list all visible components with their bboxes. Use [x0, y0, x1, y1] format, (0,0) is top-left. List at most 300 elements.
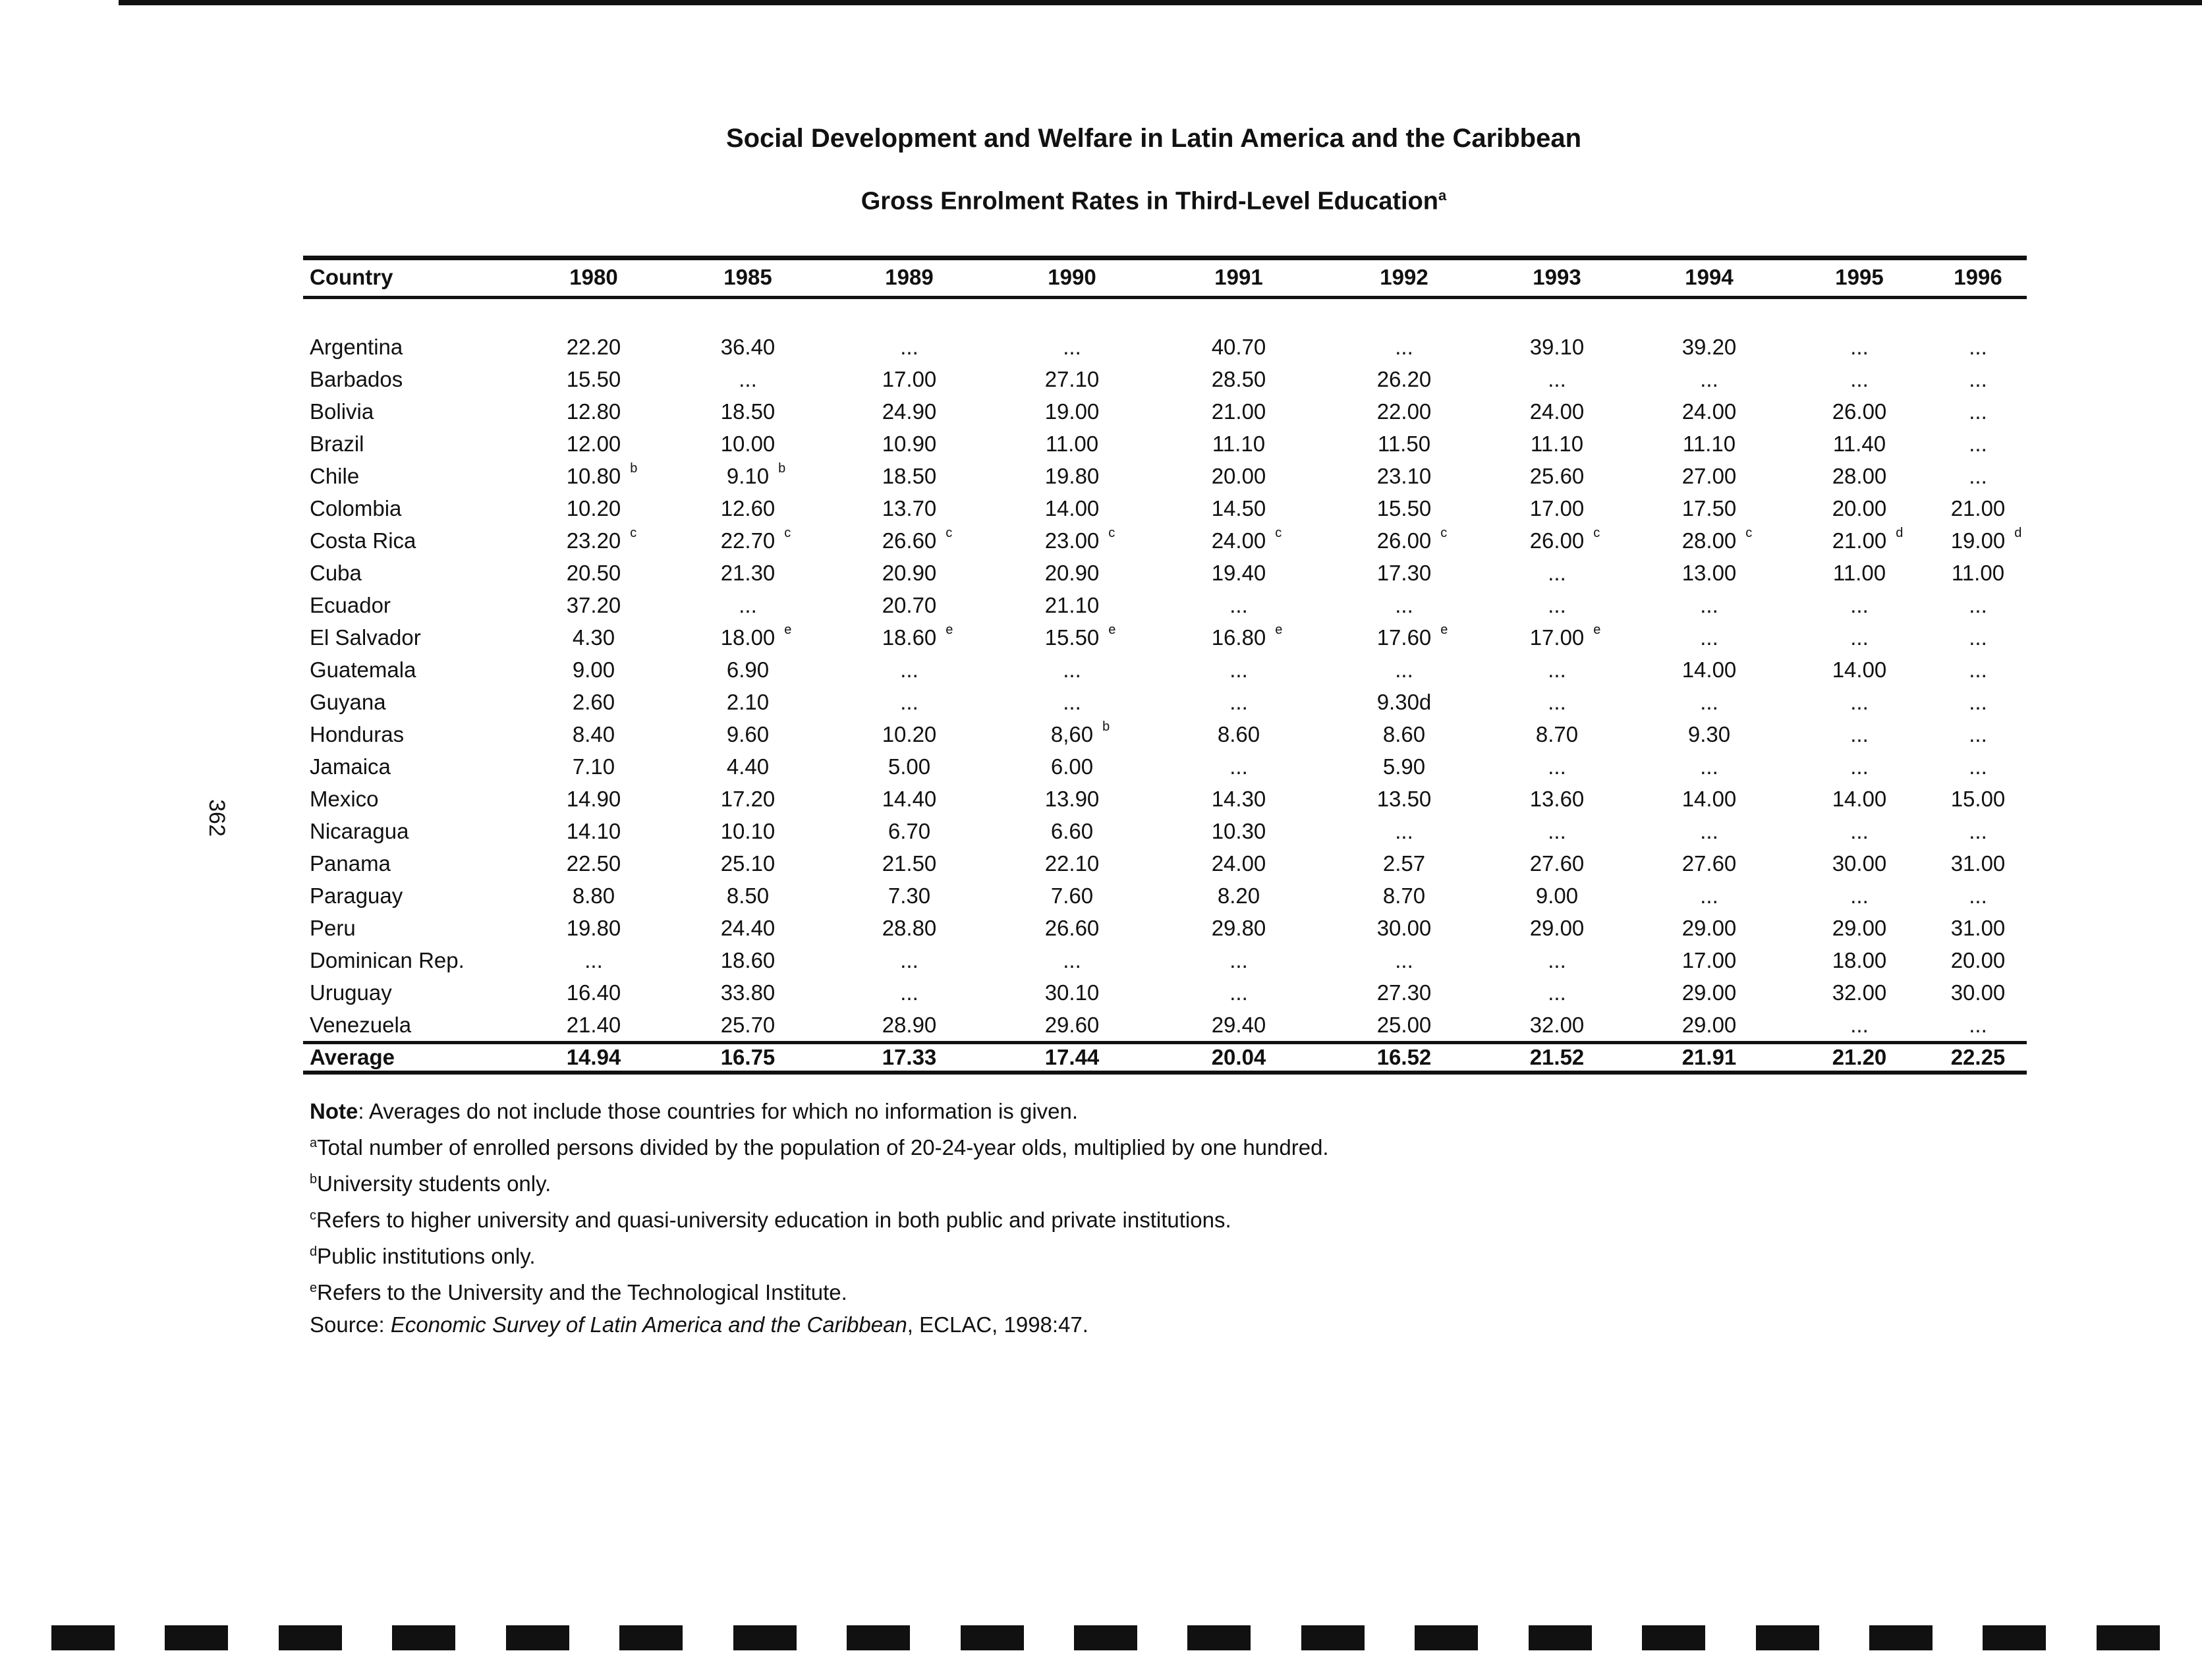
rate-cell [1629, 686, 1790, 718]
rate-value: 14.00 [1832, 657, 1887, 682]
rate-value-wrap [1969, 883, 1987, 909]
rate-value: 37.20 [566, 592, 621, 617]
footnote-line-mark: c [310, 1208, 316, 1223]
footnote-line [310, 1236, 1329, 1272]
scan-edge-block [847, 1625, 910, 1650]
rate-value-wrap [720, 525, 791, 553]
country-name: Ecuador [310, 592, 391, 617]
rate-value-wrap [567, 593, 621, 618]
scan-edge-block [279, 1625, 342, 1650]
rate-value-wrap [739, 593, 757, 618]
rate-value-wrap [567, 980, 621, 1005]
rate-value: 21.30 [720, 560, 776, 585]
rate-value-wrap [1530, 851, 1585, 876]
rate-value: ... [1969, 721, 1987, 746]
rate-value: 7.60 [1050, 883, 1094, 908]
rate-value-wrap [1229, 754, 1248, 779]
rate-value: ... [1850, 883, 1869, 908]
country-name: Uruguay [310, 980, 392, 1005]
rate-value: ... [1850, 721, 1869, 746]
rate-value: 30.00 [1832, 851, 1887, 876]
rate-value-wrap [1682, 851, 1737, 876]
rate-cell [1790, 395, 1929, 428]
rate-value-wrap [1211, 525, 1282, 553]
rate-cell [667, 492, 829, 524]
rate-value: ... [1063, 689, 1081, 714]
rate-value-wrap [1700, 754, 1718, 779]
rate-value-wrap [1383, 883, 1425, 909]
rate-value: 15.50 [1044, 625, 1100, 650]
rate-cell [1790, 750, 1929, 783]
country-name: Jamaica [310, 754, 391, 779]
table-row [303, 1009, 2027, 1043]
rate-value-wrap [882, 432, 937, 457]
rate-value-wrap [1850, 593, 1869, 618]
rate-cell [1323, 589, 1485, 621]
rate-value-wrap [1548, 754, 1566, 779]
rate-cell [1323, 492, 1485, 524]
rate-value-wrap [567, 561, 621, 586]
rate-value-wrap [567, 851, 621, 876]
rate-cell [1929, 428, 2027, 460]
country-name: Mexico [310, 786, 379, 811]
rate-cell [1929, 944, 2027, 976]
rate-value: 29.80 [1211, 915, 1266, 940]
rate-value-wrap [1045, 980, 1100, 1005]
rate-value-wrap [721, 948, 776, 973]
rate-value-wrap [1969, 625, 1987, 650]
rate-cell [829, 395, 990, 428]
rate-cell [1629, 1009, 1790, 1043]
rate-value-wrap [1377, 561, 1432, 586]
rate-value: 12.00 [566, 431, 621, 456]
rate-cell [1629, 783, 1790, 815]
average-value: 21.91 [1629, 1043, 1790, 1073]
rate-value-wrap [1850, 754, 1869, 779]
rate-value: 10.20 [566, 495, 621, 520]
rate-value: 2.10 [726, 689, 770, 714]
rate-cell [1485, 589, 1629, 621]
rate-value-wrap [721, 1013, 776, 1038]
rate-value: 10.20 [882, 721, 937, 746]
rate-cell [1323, 686, 1485, 718]
table-row [303, 363, 2027, 395]
scan-edge-block [165, 1625, 228, 1650]
rate-value: ... [1850, 366, 1869, 391]
rate-value-wrap [1951, 787, 2006, 812]
rate-cell [1323, 460, 1485, 492]
rate-value: ... [1700, 818, 1718, 843]
rate-value-wrap [888, 754, 930, 779]
table-row [303, 524, 2027, 557]
rate-value: 8.60 [1382, 721, 1426, 746]
rate-cell [1929, 363, 2027, 395]
rate-value: 9.00 [572, 657, 615, 682]
rate-cell [667, 524, 829, 557]
rate-value: 19.40 [1211, 560, 1266, 585]
average-value: 17.33 [829, 1043, 990, 1073]
rate-cell [1790, 524, 1929, 557]
rate-value-wrap [1969, 819, 1987, 844]
rate-cell [1929, 847, 2027, 880]
rate-cell [1154, 589, 1323, 621]
rate-value-wrap [1833, 561, 1886, 586]
rate-value: 11.10 [1682, 431, 1736, 456]
rate-cell [1485, 621, 1629, 654]
footnote-line-text: Refers to higher university and quasi-university education in both public and private institutions. [316, 1208, 1231, 1232]
rate-value: 11.10 [1530, 431, 1584, 456]
rate-cell [1485, 654, 1629, 686]
country-name: Argentina [310, 334, 403, 359]
rate-value: ... [1969, 431, 1987, 456]
rate-value: 30.10 [1044, 980, 1100, 1005]
rate-cell [990, 524, 1154, 557]
rate-value: ... [1969, 592, 1987, 617]
rate-value: 17.20 [720, 786, 776, 811]
rate-value: 18.60 [882, 625, 937, 650]
rate-value-wrap [1377, 464, 1432, 489]
rate-cell [1323, 654, 1485, 686]
rate-value-wrap [1383, 722, 1425, 747]
rate-value: 18.60 [720, 947, 776, 972]
rate-value-wrap [1700, 819, 1718, 844]
rate-value: ... [1969, 754, 1987, 779]
rate-value: 40.70 [1211, 334, 1266, 359]
rate-value: ... [1063, 334, 1081, 359]
rate-value-wrap [1548, 658, 1566, 683]
rate-value: ... [1969, 883, 1987, 908]
rate-cell [829, 976, 990, 1009]
source-rest: , ECLAC, 1998:47. [907, 1312, 1088, 1337]
rate-cell [990, 815, 1154, 847]
rate-value: 14.00 [1832, 786, 1887, 811]
rate-cell [829, 944, 990, 976]
rate-value: 9.00 [1535, 883, 1579, 908]
country-name: El Salvador [310, 625, 421, 650]
rate-value: ... [1229, 980, 1248, 1005]
rate-cell [1790, 718, 1929, 750]
rate-value: ... [1850, 592, 1869, 617]
rate-value-wrap [1529, 622, 1601, 650]
rate-value: ... [1850, 1012, 1869, 1037]
rate-value-wrap [727, 883, 769, 909]
rate-value-wrap [567, 787, 621, 812]
rate-cell [1154, 331, 1323, 363]
rate-cell [1929, 976, 2027, 1009]
rate-value-wrap [567, 819, 621, 844]
rate-value: 28.00 [1681, 528, 1737, 553]
rate-value-wrap [1548, 948, 1566, 973]
rate-value-wrap [900, 948, 918, 973]
rate-cell [829, 750, 990, 783]
rate-value-wrap [1530, 916, 1585, 941]
rate-value-wrap [567, 399, 621, 424]
scan-edge-block [392, 1625, 455, 1650]
rate-value: 14.10 [566, 818, 621, 843]
scan-edge-block [733, 1625, 797, 1650]
rate-value-wrap [1051, 883, 1093, 909]
rate-value: 16.80 [1211, 625, 1266, 650]
rate-cell [1323, 783, 1485, 815]
rate-cell [1154, 944, 1323, 976]
scan-edge-block [619, 1625, 683, 1650]
rate-value: ... [1850, 334, 1869, 359]
rate-value-wrap [1212, 399, 1266, 424]
country-name: Guyana [310, 689, 386, 714]
rate-value: ... [1548, 592, 1566, 617]
rate-value-wrap [1212, 851, 1266, 876]
rate-value-wrap [1832, 787, 1887, 812]
rate-cell [990, 880, 1154, 912]
rate-value: ... [1395, 818, 1413, 843]
rate-cell [1790, 589, 1929, 621]
rate-cell [1485, 363, 1629, 395]
rate-value-wrap [1832, 525, 1904, 553]
rate-value-wrap [1951, 980, 2006, 1005]
rate-cell [1790, 557, 1929, 589]
header-year: 1989 [829, 258, 990, 298]
rate-value-wrap [1969, 1013, 1987, 1038]
rate-value-wrap [721, 399, 776, 424]
rate-value: 12.60 [720, 495, 776, 520]
rate-value-wrap [1045, 367, 1100, 392]
rate-value-wrap [1044, 525, 1115, 553]
country-name: Venezuela [310, 1012, 412, 1037]
rate-cell [667, 750, 829, 783]
rate-value-wrap [1377, 399, 1432, 424]
header-country: Country [303, 258, 521, 298]
rate-cell [990, 654, 1154, 686]
rate-value-wrap [1530, 496, 1585, 521]
rate-value-wrap [1682, 335, 1737, 360]
rate-cell [521, 460, 667, 492]
rate-cell [1485, 492, 1629, 524]
subtitle-text: Gross Enrolment Rates in Third-Level Education [861, 187, 1438, 215]
rate-value-wrap [882, 561, 937, 586]
rate-value: 28.80 [882, 915, 937, 940]
rate-value-wrap [1212, 787, 1266, 812]
rate-cell [1929, 912, 2027, 944]
rate-value: 6.90 [726, 657, 770, 682]
table-spacer-row [303, 298, 2027, 331]
note-label: Note [310, 1099, 358, 1123]
rate-value: 19.00 [1950, 528, 2006, 553]
rate-cell [1323, 815, 1485, 847]
rate-cell [1629, 395, 1790, 428]
rate-value: 31.00 [1950, 851, 2006, 876]
rate-value: ... [1700, 366, 1718, 391]
rate-value: 12.80 [566, 399, 621, 424]
rate-cell [1154, 815, 1323, 847]
footnote-line-text: Refers to the University and the Technological Institute. [317, 1280, 847, 1304]
rate-cell [667, 847, 829, 880]
rate-value-wrap [1229, 948, 1248, 973]
rate-value-wrap [727, 722, 769, 747]
rate-value-wrap [1377, 787, 1432, 812]
note-text: : Averages do not include those countries for which no information is given. [358, 1099, 1079, 1123]
rate-cell [1323, 331, 1485, 363]
rate-value: 26.00 [1832, 399, 1887, 424]
country-name: Nicaragua [310, 818, 409, 843]
footnote-mark: c [1440, 525, 1448, 540]
scan-edge-block [1301, 1625, 1365, 1650]
page-subtitle [53, 187, 2202, 216]
rate-value-wrap [1045, 561, 1100, 586]
rate-value-wrap [1548, 561, 1566, 586]
rate-cell [667, 880, 829, 912]
rate-value-wrap [1045, 593, 1100, 618]
rate-cell [1790, 686, 1929, 718]
rate-value-wrap [882, 787, 937, 812]
rate-cell [1790, 783, 1929, 815]
rate-value: 24.00 [1681, 399, 1737, 424]
rate-cell [667, 944, 829, 976]
rate-value: ... [1548, 657, 1566, 682]
rate-cell [521, 428, 667, 460]
table-row [303, 880, 2027, 912]
rate-value-wrap [1850, 690, 1869, 715]
rate-value: 10.10 [720, 818, 776, 843]
rate-value: 2.60 [572, 689, 615, 714]
scan-edge-block [1756, 1625, 1819, 1650]
source-label: Source: [310, 1312, 391, 1337]
rate-value-wrap [1530, 399, 1585, 424]
header-year: 1992 [1323, 258, 1485, 298]
rate-cell [1485, 686, 1629, 718]
rate-value: 18.00 [1832, 947, 1887, 972]
rate-value-wrap [1045, 464, 1100, 489]
rate-value: 32.00 [1832, 980, 1887, 1005]
rate-value: ... [584, 947, 603, 972]
rate-cell [990, 395, 1154, 428]
country-name: Panama [310, 851, 391, 876]
rate-value: 27.00 [1681, 463, 1737, 488]
rate-cell [521, 750, 667, 783]
rate-value: 29.00 [1681, 915, 1737, 940]
rate-value-wrap [1952, 561, 2004, 586]
rate-cell [667, 589, 829, 621]
footnote-mark: c [946, 525, 953, 540]
scan-edge-block [1074, 1625, 1137, 1650]
rate-value-wrap [721, 916, 776, 941]
scan-edge-block [1983, 1625, 2046, 1650]
rate-value-wrap [1045, 496, 1100, 521]
country-name: Dominican Rep. [310, 947, 465, 972]
rate-value: ... [900, 334, 918, 359]
rate-value: 11.00 [1951, 560, 2005, 585]
rate-value: 14.00 [1044, 495, 1100, 520]
rate-value-wrap [721, 980, 776, 1005]
rate-cell [1929, 589, 2027, 621]
rate-cell [1929, 815, 2027, 847]
average-value: 16.75 [667, 1043, 829, 1073]
rate-cell [829, 331, 990, 363]
rate-value-wrap [1063, 690, 1081, 715]
rate-value: 29.00 [1529, 915, 1585, 940]
header-year: 1990 [990, 258, 1154, 298]
footnote-mark: c [1275, 525, 1282, 540]
footnote-mark: c [1108, 525, 1115, 540]
note-line [310, 1095, 1329, 1127]
rate-value-wrap [900, 980, 918, 1005]
rate-value-wrap [882, 722, 937, 747]
rate-value: 14.40 [882, 786, 937, 811]
rate-cell [990, 331, 1154, 363]
rate-value-wrap [726, 461, 786, 489]
rate-value-wrap [1218, 883, 1260, 909]
table-row [303, 944, 2027, 976]
table-row [303, 492, 2027, 524]
rate-value: ... [1700, 592, 1718, 617]
rate-value: 13.90 [1044, 786, 1100, 811]
rate-value-wrap [573, 722, 615, 747]
rate-value: 17.60 [1376, 625, 1432, 650]
average-row [303, 1043, 2027, 1073]
rate-value-wrap [1377, 916, 1432, 941]
rate-value: 24.00 [1211, 851, 1266, 876]
rate-value: 28.00 [1832, 463, 1887, 488]
rate-value: 11.00 [1045, 431, 1099, 456]
rate-cell [1485, 524, 1629, 557]
rate-value-wrap [1395, 593, 1413, 618]
rate-cell [990, 1009, 1154, 1043]
rate-value-wrap [1229, 980, 1248, 1005]
rate-cell [1790, 815, 1929, 847]
rate-value: 9.30 [1687, 721, 1731, 746]
rate-value-wrap [1969, 432, 1987, 457]
rate-value: ... [1700, 754, 1718, 779]
rate-cell [1629, 912, 1790, 944]
footnote-mark: e [1440, 622, 1448, 637]
rate-value: 8.50 [726, 883, 770, 908]
rate-cell [1929, 557, 2027, 589]
rate-value-wrap [1395, 948, 1413, 973]
rate-cell [521, 686, 667, 718]
rate-cell [990, 557, 1154, 589]
rate-value-wrap [1682, 787, 1737, 812]
rate-cell [1323, 976, 1485, 1009]
rate-cell [1485, 557, 1629, 589]
header-year: 1994 [1629, 258, 1790, 298]
rate-value-wrap [882, 851, 937, 876]
rate-cell [829, 654, 990, 686]
rate-value: 10.90 [882, 431, 937, 456]
rate-cell [1154, 686, 1323, 718]
rate-value-wrap [567, 1013, 621, 1038]
rate-value: ... [1548, 818, 1566, 843]
rate-cell [990, 976, 1154, 1009]
rate-value-wrap [1045, 787, 1100, 812]
rate-cell [829, 428, 990, 460]
rate-value-wrap [900, 335, 918, 360]
rate-cell [1154, 976, 1323, 1009]
page-title: Social Development and Welfare in Latin America and the Caribbean [725, 124, 1582, 153]
rate-value-wrap [1548, 690, 1566, 715]
rate-cell [829, 880, 990, 912]
rate-cell [1154, 557, 1323, 589]
rate-cell [990, 718, 1154, 750]
rate-cell [1485, 460, 1629, 492]
rate-value: 11.40 [1832, 431, 1886, 456]
rate-value-wrap [1529, 525, 1600, 553]
rate-value-wrap [1377, 690, 1432, 715]
rate-cell [1323, 944, 1485, 976]
rate-value-wrap [1850, 625, 1869, 650]
table-row [303, 557, 2027, 589]
rate-cell [1154, 750, 1323, 783]
rate-cell [521, 589, 667, 621]
rate-value-wrap [1212, 496, 1266, 521]
